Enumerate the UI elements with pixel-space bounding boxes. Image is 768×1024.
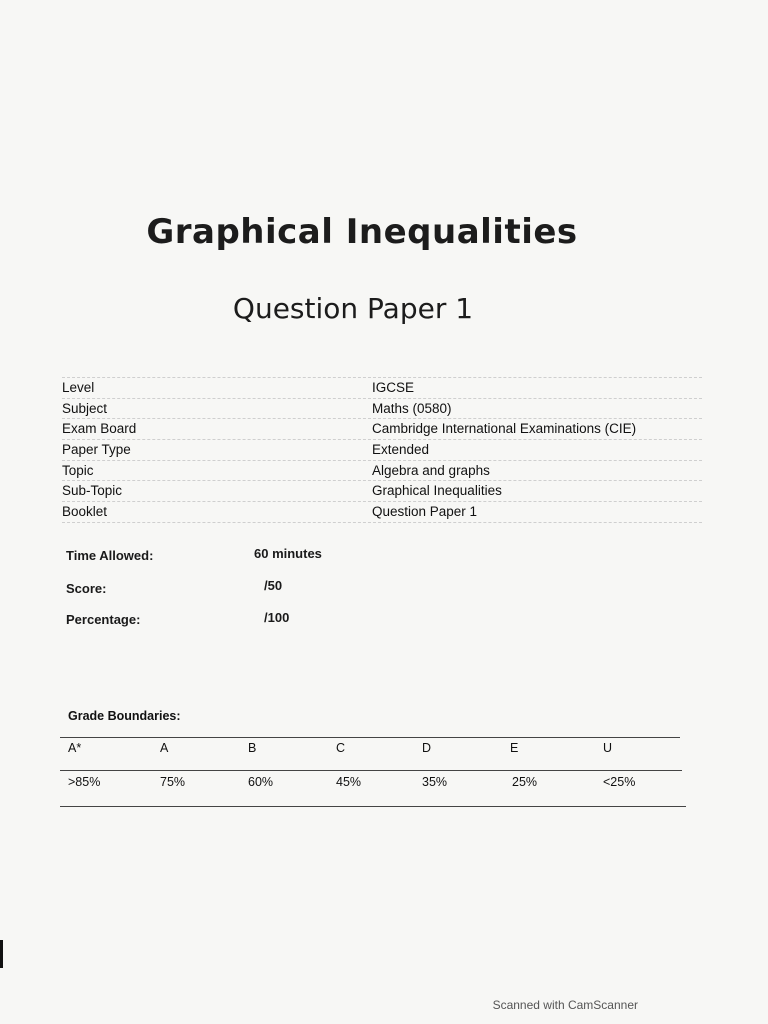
info-label: Topic	[62, 462, 94, 478]
grade-percentage: <25%	[603, 775, 636, 789]
info-label: Sub-Topic	[62, 483, 123, 499]
info-label: Booklet	[62, 504, 108, 520]
grade-letter: U	[603, 741, 613, 755]
info-row-exam-board	[62, 419, 702, 440]
info-label: Level	[62, 380, 95, 395]
grade-percentage: 75%	[160, 775, 186, 789]
percentage-value: /100	[264, 610, 290, 625]
percentage-label: Percentage:	[66, 612, 141, 627]
time-allowed-label: Time Allowed:	[66, 548, 154, 563]
info-table	[62, 377, 702, 523]
scanner-watermark: Scanned with CamScanner	[492, 998, 638, 1012]
info-label: Paper Type	[62, 442, 131, 458]
info-row-sub-topic	[62, 481, 702, 502]
info-value: IGCSE	[372, 380, 415, 395]
scan-edge-mark	[0, 940, 3, 968]
info-value: Question Paper 1	[372, 504, 478, 520]
grade-boundaries-heading: Grade Boundaries:	[68, 709, 181, 723]
grade-percentage: 25%	[512, 775, 538, 789]
info-row-booklet	[62, 502, 702, 523]
document-subtitle: Question Paper 1	[232, 292, 474, 325]
info-value: Algebra and graphs	[372, 462, 490, 478]
grade-letter: A*	[68, 741, 82, 755]
grade-percentage: 60%	[248, 775, 274, 789]
info-row-level	[62, 377, 702, 399]
grade-letter: D	[422, 741, 432, 755]
info-value: Graphical Inequalities	[372, 483, 502, 499]
grade-table-bottom-rule	[60, 806, 686, 807]
info-row-topic	[62, 461, 702, 482]
grade-letter: C	[336, 741, 346, 755]
info-label: Subject	[62, 400, 108, 416]
info-row-paper-type	[62, 440, 702, 461]
grade-letter: A	[160, 741, 169, 755]
grade-letter: E	[510, 741, 519, 755]
grade-letter: B	[248, 741, 257, 755]
score-value: /50	[264, 578, 283, 593]
grade-table-middle-rule	[60, 770, 682, 771]
info-value: Cambridge International Examinations (CIE)	[372, 421, 637, 437]
info-value: Extended	[372, 442, 430, 458]
score-label: Score:	[66, 581, 107, 596]
time-allowed-value: 60 minutes	[254, 546, 322, 561]
info-value: Maths (0580)	[372, 400, 452, 416]
grade-percentage: >85%	[68, 775, 101, 789]
grade-table-top-rule	[60, 737, 680, 738]
grade-percentage: 45%	[336, 775, 362, 789]
document-title: Graphical Inequalities	[146, 212, 578, 252]
info-label: Exam Board	[62, 421, 137, 437]
info-row-subject	[62, 399, 702, 420]
grade-percentage: 35%	[422, 775, 448, 789]
